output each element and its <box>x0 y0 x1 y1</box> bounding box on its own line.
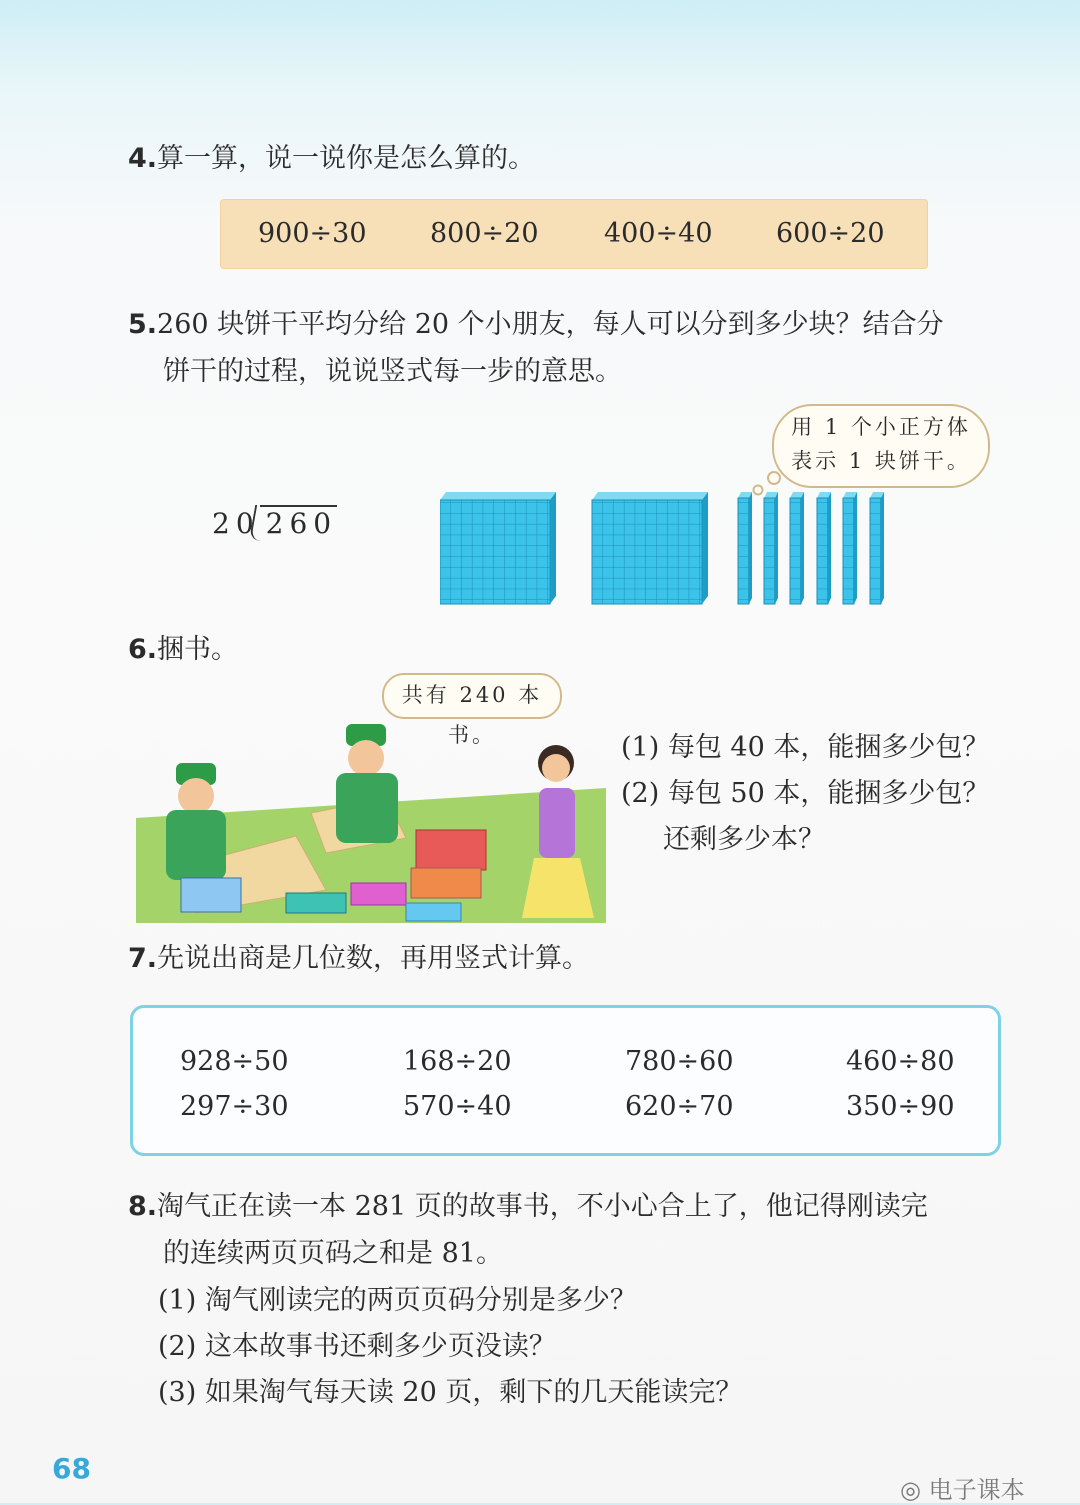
q6-speech-bubble: 共有 240 本书。 <box>382 673 562 719</box>
q7-expression-box <box>130 1005 1001 1156</box>
q6-sub-question: (1) 每包 40 本，能捆多少包？ <box>621 732 990 763</box>
watermark <box>900 1470 1025 1505</box>
worker-figure-left <box>166 763 226 880</box>
q7-expr: 928÷50 <box>180 1046 289 1077</box>
q5-bubble-line: 表示 1 块饼干。 <box>791 449 971 473</box>
q6-sub-question: 还剩多少本？ <box>663 824 825 855</box>
ten-rod-block <box>870 492 884 604</box>
q7-expr: 350÷90 <box>846 1091 955 1122</box>
q4-expr: 800÷20 <box>430 218 539 249</box>
q4-expr: 400÷40 <box>604 218 713 249</box>
q7-expr: 780÷60 <box>625 1046 734 1077</box>
q7-expr: 570÷40 <box>403 1091 512 1122</box>
q8-sub-question: (3) 如果淘气每天读 20 页，剩下的几天能读完？ <box>158 1377 743 1408</box>
q7-expr: 620÷70 <box>625 1091 734 1122</box>
q7-heading <box>128 937 589 981</box>
q6-text: 捆书。 <box>157 634 239 665</box>
base-ten-blocks <box>440 492 900 612</box>
ten-rod-block <box>843 492 857 604</box>
q8-text-line1: 淘气正在读一本 281 页的故事书，不小心合上了，他记得刚读完 <box>157 1191 928 1222</box>
watermark-text: 电子课本 <box>928 1476 1025 1504</box>
q5-speech-bubble <box>772 404 990 488</box>
q8-text-line2: 的连续两页页码之和是 81。 <box>163 1238 503 1269</box>
illustration-bundling-books <box>136 718 606 923</box>
dividend: 260 <box>260 505 337 540</box>
ten-rod-block <box>790 492 804 604</box>
q4-text: 算一算，说一说你是怎么算的。 <box>157 143 536 174</box>
q4-expression-band <box>220 199 928 269</box>
q4-expr: 900÷30 <box>258 218 367 249</box>
page-number: 68 <box>52 1452 91 1485</box>
q4-heading <box>128 137 535 181</box>
q8-number: 8. <box>128 1191 158 1222</box>
ten-rod-block <box>738 492 752 604</box>
q4-number: 4. <box>128 143 158 174</box>
q8-sub-question: (2) 这本故事书还剩多少页没读？ <box>158 1331 556 1362</box>
ten-rod-block <box>764 492 778 604</box>
worker-figure-middle <box>336 724 398 843</box>
q6-number: 6. <box>128 634 158 665</box>
q5-number: 5. <box>128 309 158 340</box>
hundred-flat-block <box>440 492 556 604</box>
long-division <box>212 505 337 540</box>
q5-text-line2: 饼干的过程，说说竖式每一步的意思。 <box>163 356 622 387</box>
q6-sub-question: (2) 每包 50 本，能捆多少包？ <box>621 778 990 809</box>
wechat-icon: ◎ <box>900 1476 921 1504</box>
q5-bubble-line: 用 1 个小正方体 <box>791 415 971 439</box>
q7-expr: 168÷20 <box>403 1046 512 1077</box>
q5-line1 <box>128 303 944 347</box>
q7-number: 7. <box>128 943 158 974</box>
divisor: 20 <box>212 507 260 540</box>
q6-heading <box>128 628 238 672</box>
ten-rod-block <box>817 492 831 604</box>
hundred-flat-block <box>592 492 708 604</box>
q5-text-line1: 260 块饼干平均分给 20 个小朋友，每人可以分到多少块？结合分 <box>157 309 944 340</box>
q7-expr: 297÷30 <box>180 1091 289 1122</box>
q7-text: 先说出商是几位数，再用竖式计算。 <box>157 943 590 974</box>
q8-sub-question: (1) 淘气刚读完的两页页码分别是多少？ <box>158 1285 637 1316</box>
q8-line1 <box>128 1185 928 1229</box>
q7-expr: 460÷80 <box>846 1046 955 1077</box>
q4-expr: 600÷20 <box>776 218 885 249</box>
